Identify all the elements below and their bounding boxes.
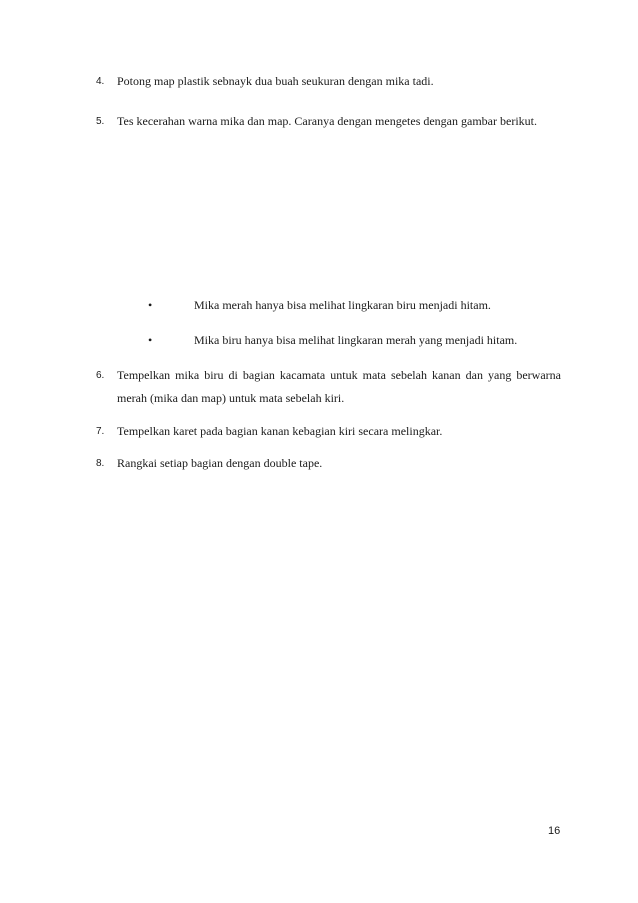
step-8 [96,452,561,475]
step-text: Tempelkan mika biru di bagian kacamata untuk mata sebelah kanan dan yang berwarna merah (mika dan map) untuk mata sebelah kiri. [117,368,561,405]
step-number: 7. [96,426,105,437]
step-text: Tempelkan karet pada bagian kanan kebagian kiri secara melingkar. [117,424,443,438]
figure-placeholder [117,152,561,282]
step-number: 4. [96,76,105,87]
step-text: Rangkai setiap bagian dengan double tape. [117,456,323,470]
step-4 [96,70,561,93]
step-text: Potong map plastik sebnayk dua buah seukuran dengan mika tadi. [117,74,434,88]
step-7 [96,420,561,443]
step-6 [96,364,561,410]
bullet-icon: • [148,333,153,347]
step-number: 5. [96,116,105,127]
step-number: 8. [96,458,105,469]
step-number: 6. [96,370,105,381]
step-text: Tes kecerahan warna mika dan map. Caranya dengan mengetes dengan gambar berikut. [117,114,537,128]
step-5 [96,110,561,133]
bullet-text: Mika merah hanya bisa melihat lingkaran biru menjadi hitam. [194,298,491,312]
bullet-text: Mika biru hanya bisa melihat lingkaran merah yang menjadi hitam. [194,333,518,347]
page-number: 16 [548,825,561,837]
bullet-icon: • [148,298,153,312]
